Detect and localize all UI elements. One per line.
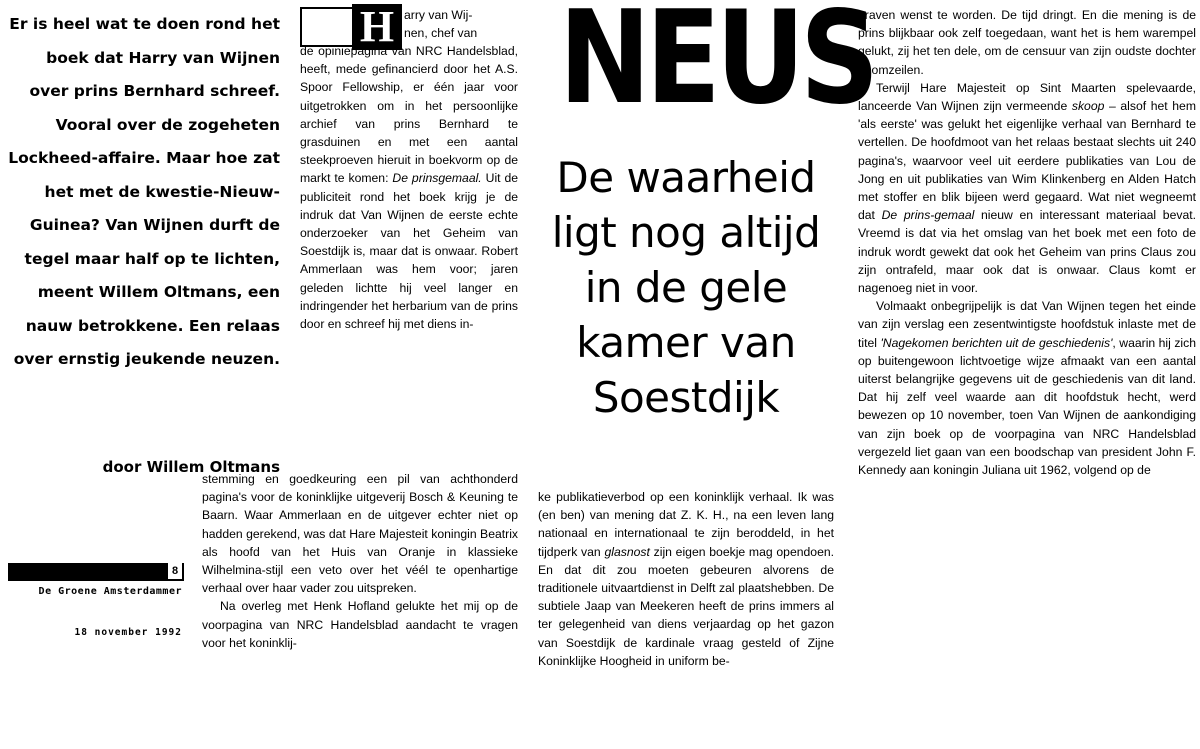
column4-body: graven wenst te worden. De tijd dringt. En die mening is de prins blijkbaar ook zelf toegedaan, want het is hem warempel gelukt, zij het ten dele, om de censuur van zijn oudste dochter te omzeilen. Terwijl Hare Majesteit op Sint Maarten spelevaarde, lanceerde Van Wijnen zijn vermeende skoop – alsof het hem 'als eerste' was gelukt het eigenlijke verhaal van Bernhard te vertellen. De hoofdmoot van het relaas bestaat slechts uit 240 pagina's, waarvoor veel uit eerdere publikaties van Lou de Jong en uit publikaties van Wim Klinkenberg en Alden Hatch met stoffer en blik bijeen werd gegaard. Wat niet wegneemt dat De prins-gemaal nieuw en interessant materiaal bevat. Vreemd is dat via het omslag van het boek met een foto de indruk wordt gewekt dat ook het Geheim van prins Claus zou zijn ontrafeld, maar ook dat is onwaar. Claus komt er nagenoeg niet in voor. Volmaakt onbegrijpelijk is dat Van Wijnen tegen het einde van zijn verslag een zesentwintigste hoofdstuk inlaste met de titel 'Nagekomen berichten uit de geschiedenis', waarin hij zich op buitengewoon lichtvoetige wijze afmaakt van een aantal uiterst belangrijke gegevens uit de geschiedenis van dit land. Dat hij zelf veel waarde aan dit hoofdstuk hecht, werd bewezen op 10 november, toen Van Wijnen de aankondiging van zijn boek op de voorpagina van NRC Handelsblad vergezeld liet gaan van een boodschap van president John F. Kennedy aan koningin Juliana uit 1962, volgend op de bbox=[858, 8, 1197, 478]
column2-line2: nen, chef van bbox=[404, 26, 478, 40]
column2b-body: stemming en goedkeuring een pil van achthonderd pagina's voor de koninklijke uitgeverij Bosch & Keuning te Baarn. Waar Ammerlaan en de uitgever echter niet op hadden gerekend, was dat Hare Majesteit koningin Beatrix als hoofd van het Huis van Oranje in klassieke Wilhelmina-stijl een veto over het véél te openhartige verhaal over haar vader zou uitspreken. Na overleg met Henk Hofland gelukte het mij op de voorpagina van NRC Handelsblad aandacht te vragen voor het koninklij- bbox=[202, 472, 518, 650]
book-title: De prinsgemaal. bbox=[392, 171, 482, 186]
publication-date: 18 november 1992 bbox=[74, 627, 182, 638]
byline: door Willem Oltmans bbox=[102, 458, 280, 476]
intro-paragraph: Er is heel wat te doen rond het boek dat Harry van Wijnen over prins Bernhard schreef. Vooral over de zogeheten Lockheed-affaire. Maar hoe zat het met de kwestie-Nieuw-Guinea? Van Wijnen durft de tegel maar half op te lichten, meent Willem Oltmans, een nauw betrokkene. Een relaas over ernstig jeukende neuzen. bbox=[8, 15, 280, 368]
page-number-bar bbox=[8, 563, 184, 581]
kicker: NEUS bbox=[558, 0, 875, 133]
column2-line1: arry van Wij- bbox=[404, 8, 473, 22]
publication-name: De Groene Amsterdammer bbox=[38, 586, 182, 597]
headline: De waarheid ligt nog altijd in de gele kamer van Soestdijk bbox=[551, 153, 821, 422]
page-number: 8 bbox=[168, 563, 182, 579]
column3-body: ke publikatieverbod op een koninklijk verhaal. Ik was (en ben) van mening dat Z. K. H., na een leven lang nationaal en internationaal te zijn beroddeld, in het tijdperk van glasnost zijn eigen boekje mag opendoen. En dat dit zou moeten gebeuren alvorens de traditionele uitvaartdienst in Delft zal plaatshebben. De subtiele Jaap van Meekeren heeft de prins immers al ter gelegenheid van diens verjaardag op het gazon van Soestdijk de kardinale vraag gesteld of Zijne Koninklijke Hoogheid in uniform be- bbox=[538, 490, 835, 668]
dropcap: H bbox=[352, 4, 402, 50]
column2-body: de opiniepagina van NRC Handelsblad, heeft, mede gefinancierd door het A.S. Spoor Fellowship, er één jaar voor uitgetrokken om in het persoonlijke archief van prins Bernhard te grasduinen en met een aantal steekproeven hieruit in boekvorm op de markt te komen: De prinsgemaal. Uit de publiciteit rond het boek krijg je de indruk dat Van Wijnen de eerste echte onderzoeker van het Geheim van Soestdijk is, maar dat is onwaar. Robert Ammerlaan was hem voor; jaren geleden lichtte hij veel langer en indringender het herbarium van de prins door en schreef hij met diens in- bbox=[300, 44, 519, 332]
